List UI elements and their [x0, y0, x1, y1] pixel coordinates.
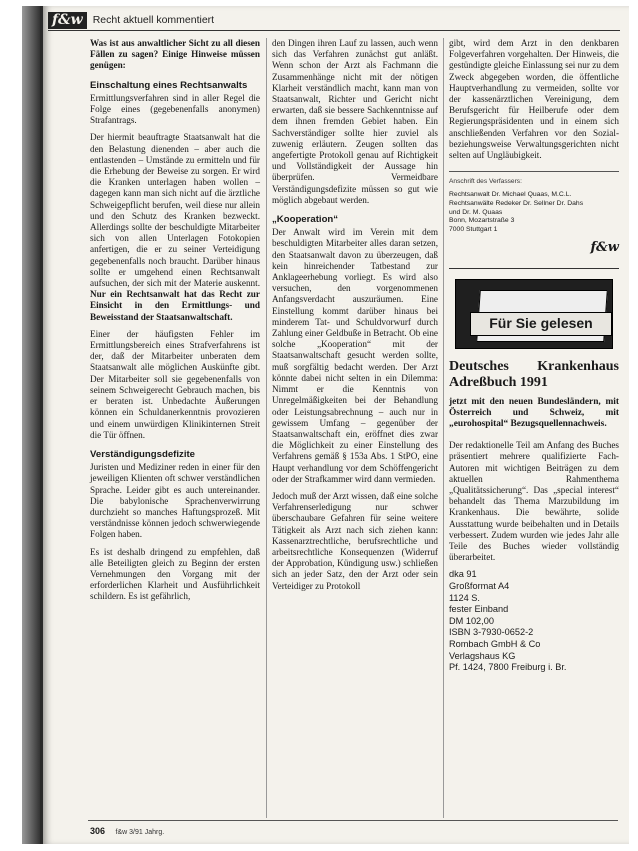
address-line: Rechtsanwälte Redeker Dr. Sellner Dr. Dahs: [449, 200, 584, 208]
paragraph: Einer der häufigsten Fehler im Ermittlungsbereich eines Strafverfahrens ist der, daß der Mitarbeiter unberaten dem Staatsanwalt alle möglichen Auskünfte gibt. Der Mitarbeiter soll sie gegebenenfalls von seinem Schweigerecht Gebrauch machen, bis er beraten ist. Unbedachte Äußerungen können ein Schuldanerkenntnis provozieren und einem unwürdigen Klinikinternen Streit die Tür öffnen.: [90, 328, 260, 440]
paragraph: Jedoch muß der Arzt wissen, daß eine solche Verfahrenserledigung nur schwer überschaubare Gefahren für seine weitere Tätigkeit als Arzt nach sich ziehen kann: Kassenarztrechtliche, berufsrechtliche und arbeitsrechtliche Konsequenzen (Widerruf der Approbation, Kündigung usw.) schließen sich an jeder Satz, den der Arzt oder sein Verteidiger zu Protokoll: [272, 490, 438, 591]
author-address: [449, 171, 619, 234]
issue-info: f&w 3/91 Jahrg.: [115, 829, 165, 836]
detail-line: DM 102,00: [449, 615, 494, 626]
paragraph: Der hiermit beauftragte Staatsanwalt hat die den Belastung dienenden – aber auch die entlastenden – Umstände zu ermitteln und für die Erhebung der Beweise zu sorgen. Er wird die Kranken unterlagen haben wollen – dagegen kann man sich nicht auf die ärztliche Schweigepflicht berufen, weil diese nur allein und den Schutz des Kranken bezweckt. Allerdings sollte der beschuldigte Mitarbeiter sich von allen Unterlagen Fotokopien anfertigen, die er zu seiner Verteidigung gegebenenfalls noch braucht. Darüber hinaus sollte er umgehend einen Rechtsanwalt aufsuchen, der sich mit der Materie auskennt. Nur ein Rechtsanwalt hat das Recht zur Einsicht in den Ermittlungs- und Beweisstand der Staatsanwaltschaft.: [90, 132, 260, 322]
address-line: und Dr. M. Quaas: [449, 208, 503, 216]
bold-emphasis: Nur ein Rechtsanwalt hat das Recht zur Einsicht in den Ermittlungs- und Beweisstand der Staatsanwaltschaft.: [90, 289, 260, 322]
paragraph: gibt, wird dem Arzt in den denkbaren Folgeverfahren vorgehalten. Der Hinweis, die gestündigte gleiche Einlassung sei nur zu dem Zweck abgegeben worden, die öffentliche Hauptverhandlung zu vermeiden, sollte vor der kassenärztlichen Vereinigung, dem Berufsgericht für Heilberufe oder dem Regierungspräsidenten und in einem sich anschließenden Verfahren vor den Sozial- beziehungsweise Verwaltungsgerichten nicht selten auf Ungläubigkeit.: [449, 38, 619, 161]
column-3: [449, 38, 619, 674]
book-illustration: [455, 279, 613, 349]
address-label: Anschrift des Verfassers:: [449, 178, 522, 186]
column-divider: [266, 38, 267, 818]
book-subtitle: jetzt mit den neuen Bundesländern, mit Österreich und Schweiz, mit „eurohospital“ Bezugsquellennachweis.: [449, 396, 619, 430]
footer-rule: [88, 820, 618, 821]
detail-line: dka 91: [449, 569, 477, 580]
book-spine: [22, 6, 40, 844]
lead-paragraph: Was ist aus anwaltlicher Sicht zu all diesen Fällen zu sagen? Einige Hinweise müssen genügen:: [90, 38, 260, 71]
subheading: Verständigungsdefizite: [90, 448, 196, 460]
section-title: Recht aktuell kommentiert: [92, 14, 215, 26]
page-header: [48, 10, 620, 31]
page-footer: [90, 826, 440, 836]
column-divider: [443, 38, 444, 818]
book-title: Deutsches Krankenhaus Adreßbuch 1991: [449, 358, 619, 390]
page-number: 306: [90, 826, 106, 836]
journal-logo-small: f&w: [590, 240, 619, 256]
paragraph: Juristen und Mediziner reden in einer für den jeweiligen Klienten oft schwer verständlichen Sprache. Leider gibt es auch untereinander. Die babylonische Sprachenverwirrung durchzieht so manches Haftungsprozeß. Mit verständnisse können jedoch schwerwiegende Folgen haben.: [90, 462, 260, 540]
address-line: 7000 Stuttgart 1: [449, 225, 498, 233]
address-line: Rechtsanwalt Dr. Michael Quaas, M.C.L.: [449, 191, 572, 199]
paragraph: den Dingen ihren Lauf zu lassen, auch wenn sich das Verfahren zunächst gut anläßt. Wenn schon der Arzt als Fachmann die Zusammenhänge nicht mit der nötigen Klarheit verständlich macht, kann man von Staatsanwalt, Richter und Gericht nicht erwarten, daß sie bessere Sachkenntnisse auf dem ihnen fremden Gebiet haben. Ein Sachverständiger sollte hier zuviel als zuwenig erläutern. Zeugen sollten das angefertigte Protokoll genau auf Richtigkeit und Vollständigkeit der Aussage hin überprüfen. Vermeidbare Verständigungsdefizite müssen so gut wie möglich abgebaut werden.: [272, 38, 438, 205]
review-text: Der redaktionelle Teil am Anfang des Buches präsentiert mehrere qualifizierte Fach-Autoren mit wichtigen Beiträgen zu dem aktuellen Rahmenthema „Qualitätssicherung“. Das „special interest“ behandelt das Thema Marzubildung im Krankenhaus. Die bewährte, solide Ausstattung wurde beibehalten und in Details verbessert. Zudem wurden wie jedes Jahr alle Teile des Buches wieder vollständig überarbeitet.: [449, 440, 619, 563]
paragraph: Es ist deshalb dringend zu empfehlen, daß alle Beteiligten gleich zu Beginn der ersten Vernehmungen den Vorgang mit der erforderlichen Klarheit und Ausführlichkeit schildern. Es ist gefährlich,: [90, 546, 260, 602]
subheading: „Kooperation“: [272, 214, 339, 226]
paragraph: Ermittlungsverfahren sind in aller Regel die Folge eines (gegebenenfalls anonymen) Strafantrags.: [90, 92, 260, 126]
journal-logo: f&w: [48, 12, 87, 29]
detail-line: fester Einband: [449, 604, 509, 615]
book-details: [449, 569, 619, 673]
address-line: Bonn, Mozartstraße 3: [449, 217, 515, 225]
detail-line: 1124 S.: [449, 592, 480, 603]
review-banner: Für Sie gelesen: [470, 312, 612, 336]
subheading: Einschaltung eines Rechtsanwalts: [90, 79, 248, 91]
detail-line: Rombach GmbH & Co: [449, 639, 541, 650]
detail-line: Großformat A4: [449, 581, 510, 592]
detail-line: Pf. 1424, 7800 Freiburg i. Br.: [449, 662, 567, 673]
book-review-box: [449, 268, 619, 674]
detail-line: ISBN 3-7930-0652-2: [449, 627, 534, 638]
column-2: [272, 38, 438, 598]
column-1: [90, 38, 260, 609]
paragraph: Der Anwalt wird im Verein mit dem beschuldigten Mitarbeiter alles daran setzen, den Staatsanwalt davon zu überzeugen, daß kein hinreichender Tatbestand zur Anklageerhebung vorliegt. Es wird also versuchen, den vorgenommenen Anfangsverdacht auszuräumen. Eine Einstellung kommt darüber hinaus bei minderem Tat- und Schuldvorwurf durch Zahlung einer Geldbuße in Betracht. Ob eine solche „Kooperation“ mit der Staatsanwaltschaft gesucht werden sollte, muß sorgfältig bedacht werden. Der Arzt könnte dabei nicht selten in ein Dilemma: Nimmt er die Kenntnis von Unregelmäßigkeiten bei der Behandlung oder Leistungsabrechnung – auch nur in gewissem Umfang – gegenüber der Staatsanwaltschaft ein, eröffnet dies zwar die Möglichkeit zu einer Einstellung des Verfahrens gemäß § 153a Abs. 1 StPO, eine Haupt verhandlung vor dem Schöffengericht oder der Strafkammer wird dann vermieden.: [272, 227, 438, 484]
detail-line: Verlagshaus KG: [449, 650, 516, 661]
